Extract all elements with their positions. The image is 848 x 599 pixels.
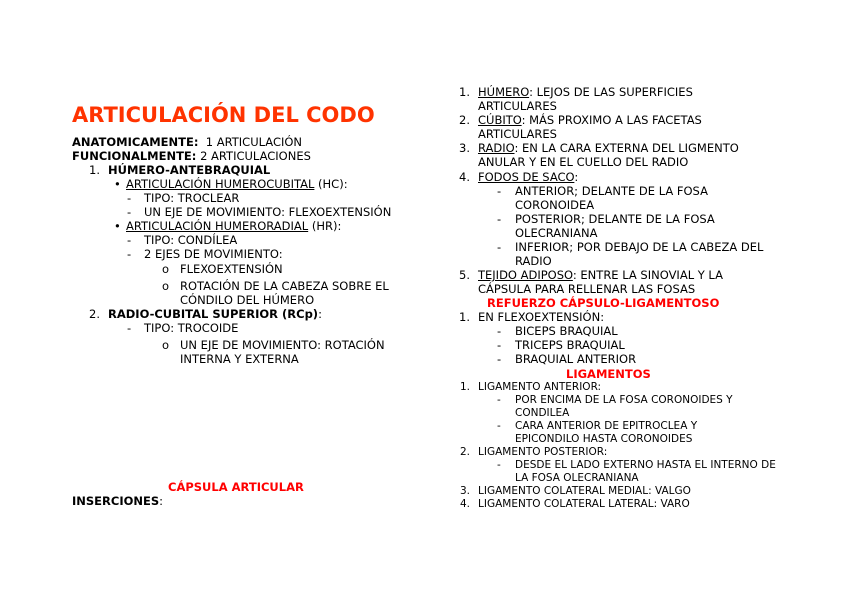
hc-tipo: TIPO: TROCLEAR [144, 191, 240, 205]
list-number: 5. [459, 268, 470, 282]
dash-icon: - [127, 321, 132, 335]
ligamento-anterior-1: POR ENCIMA DE LA FOSA CORONOIDES Y CONDILEA [515, 394, 733, 419]
muscle-biceps: BICEPS BRAQUIAL [515, 324, 618, 338]
list-number: 1. [459, 85, 470, 99]
muscle-triceps: TRICEPS BRAQUIAL [515, 338, 625, 352]
list-number: 2. [89, 307, 100, 321]
section-radio-cubital-title: RADIO-CUBITAL SUPERIOR (RCp) [108, 307, 319, 321]
ligamento-anterior-2: CARA ANTERIOR DE EPITROCLEA Y EPICONDILO HASTA CORONOIDES [515, 420, 698, 445]
list-number: 4. [459, 498, 470, 510]
tejido-adiposo-text: : ENTRE LA SINOVIAL Y LA CÁPSULA PARA RELLENAR LAS FOSAS [478, 268, 723, 296]
bullet-icon: • [114, 219, 121, 233]
list-number: 2. [459, 446, 470, 458]
dash-icon: - [497, 324, 502, 338]
inserciones-line [72, 494, 163, 508]
hr-movement-1: FLEXOEXTENSIÓN [180, 262, 283, 276]
hc-line [126, 177, 348, 191]
ligamentos-heading: LIGAMENTOS [566, 367, 651, 381]
fondo-anterior: ANTERIOR; DELANTE DE LA FOSA CORONOIDEA [515, 184, 708, 212]
insertion-radio [478, 141, 778, 169]
fondos-de-saco [478, 170, 578, 184]
refuerzo-heading: REFUERZO CÁPSULO-LIGAMENTOSO [487, 296, 720, 310]
fondo-inferior: INFERIOR; POR DEBAJO DE LA CABEZA DEL RADIO [515, 240, 764, 268]
func-value: 2 ARTICULACIONES [200, 149, 311, 163]
circle-bullet-icon: o [162, 262, 170, 276]
hr-movement-2: ROTACIÓN DE LA CABEZA SOBRE EL CÓNDILO DEL HÚMERO [180, 279, 389, 307]
circle-bullet-icon: o [162, 279, 170, 293]
insertion-radio-label: RADIO [478, 141, 515, 155]
hr-abbr: (HR): [311, 219, 342, 233]
rc-eje: UN EJE DE MOVIMIENTO: ROTACIÓN INTERNA Y EXTERNA [180, 338, 385, 366]
fondo-posterior: POSTERIOR; DELANTE DE LA FOSA OLECRANIANA [515, 212, 715, 240]
section-humero-antebraquial: HÚMERO-ANTEBRAQUIAL [108, 163, 271, 177]
tejido-adiposo [478, 268, 768, 296]
insertion-radio-text: : EN LA CARA EXTERNA DEL LIGMENTO ANULAR Y EN EL CUELLO DEL RADIO [478, 141, 739, 169]
rc-tipo: TIPO: TROCOIDE [144, 321, 239, 335]
ligamento-anterior: LIGAMENTO ANTERIOR: [478, 381, 602, 393]
dash-icon: - [127, 247, 132, 261]
flexoextension-title: EN FLEXOEXTENSIÓN: [478, 310, 605, 324]
tejido-adiposo-label: TEJIDO ADIPOSO [478, 268, 573, 282]
insertion-cubito-text: : MÁS PROXIMO A LAS FACETAS ARTICULARES [478, 113, 702, 141]
anat-value: 1 ARTICULACIÓN [205, 135, 303, 149]
dash-icon: - [497, 459, 501, 471]
insertion-humero-label: HÚMERO [478, 85, 530, 99]
hr-ejes: 2 EJES DE MOVIMIENTO: [144, 247, 283, 261]
list-number: 4. [459, 170, 470, 184]
hr-line [126, 219, 341, 233]
func-label: FUNCIONALMENTE [72, 149, 192, 163]
inserciones-colon: : [159, 494, 164, 508]
dash-icon: - [497, 352, 502, 366]
list-number: 3. [459, 485, 470, 497]
dash-icon: - [497, 394, 501, 406]
bullet-icon: • [114, 177, 121, 191]
circle-bullet-icon: o [162, 338, 170, 352]
anatomically-line: ANATOMICAMENTE: 1 ARTICULACIÓN [72, 135, 303, 149]
list-number: 1. [89, 163, 100, 177]
capsula-heading: CÁPSULA ARTICULAR [168, 480, 304, 494]
dash-icon: - [127, 191, 132, 205]
inserciones-label: INSERCIONES [72, 494, 160, 508]
dash-icon: - [497, 184, 502, 198]
functionally-line: FUNCIONALMENTE: 2 ARTICULACIONES [72, 149, 311, 163]
muscle-braquial: BRAQUIAL ANTERIOR [515, 352, 637, 366]
list-number: 2. [459, 113, 470, 127]
hr-tipo: TIPO: CONDÍLEA [144, 233, 238, 247]
ligamento-posterior: LIGAMENTO POSTERIOR: [478, 446, 608, 458]
insertion-humero [478, 85, 758, 113]
hc-abbr: (HC): [318, 177, 348, 191]
dash-icon: - [497, 212, 502, 226]
page-title: ARTICULACIÓN DEL CODO [72, 103, 375, 127]
fondos-de-saco-colon: : [574, 170, 579, 184]
ligamento-posterior-1: DESDE EL LADO EXTERNO HASTA EL INTERNO DE LA FOSA OLECRANIANA [515, 459, 776, 484]
fondos-de-saco-label: FODOS DE SACO [478, 170, 575, 184]
hc-name: ARTICULACIÓN HUMEROCUBITAL [126, 177, 315, 191]
insertion-cubito [478, 113, 758, 141]
insertion-humero-text: : LEJOS DE LAS SUPERFICIES ARTICULARES [478, 85, 693, 113]
ligamento-lateral: LIGAMENTO COLATERAL LATERAL: VARO [478, 498, 690, 510]
dash-icon: - [497, 338, 502, 352]
list-number: 1. [459, 381, 470, 393]
list-number: 3. [459, 141, 470, 155]
dash-icon: - [127, 205, 132, 219]
hc-eje: UN EJE DE MOVIMIENTO: FLEXOEXTENSIÓN [144, 205, 392, 219]
list-number: 1. [459, 310, 470, 324]
insertion-cubito-label: CÚBITO [478, 113, 522, 127]
dash-icon: - [497, 240, 502, 254]
section-colon: : [318, 307, 322, 321]
section-radio-cubital [108, 307, 322, 321]
ligamento-medial: LIGAMENTO COLATERAL MEDIAL: VALGO [478, 485, 691, 497]
anat-label: ANATOMICAMENTE [72, 135, 194, 149]
hr-name: ARTICULACIÓN HUMERORADIAL [126, 219, 309, 233]
dash-icon: - [497, 420, 501, 432]
dash-icon: - [127, 233, 132, 247]
